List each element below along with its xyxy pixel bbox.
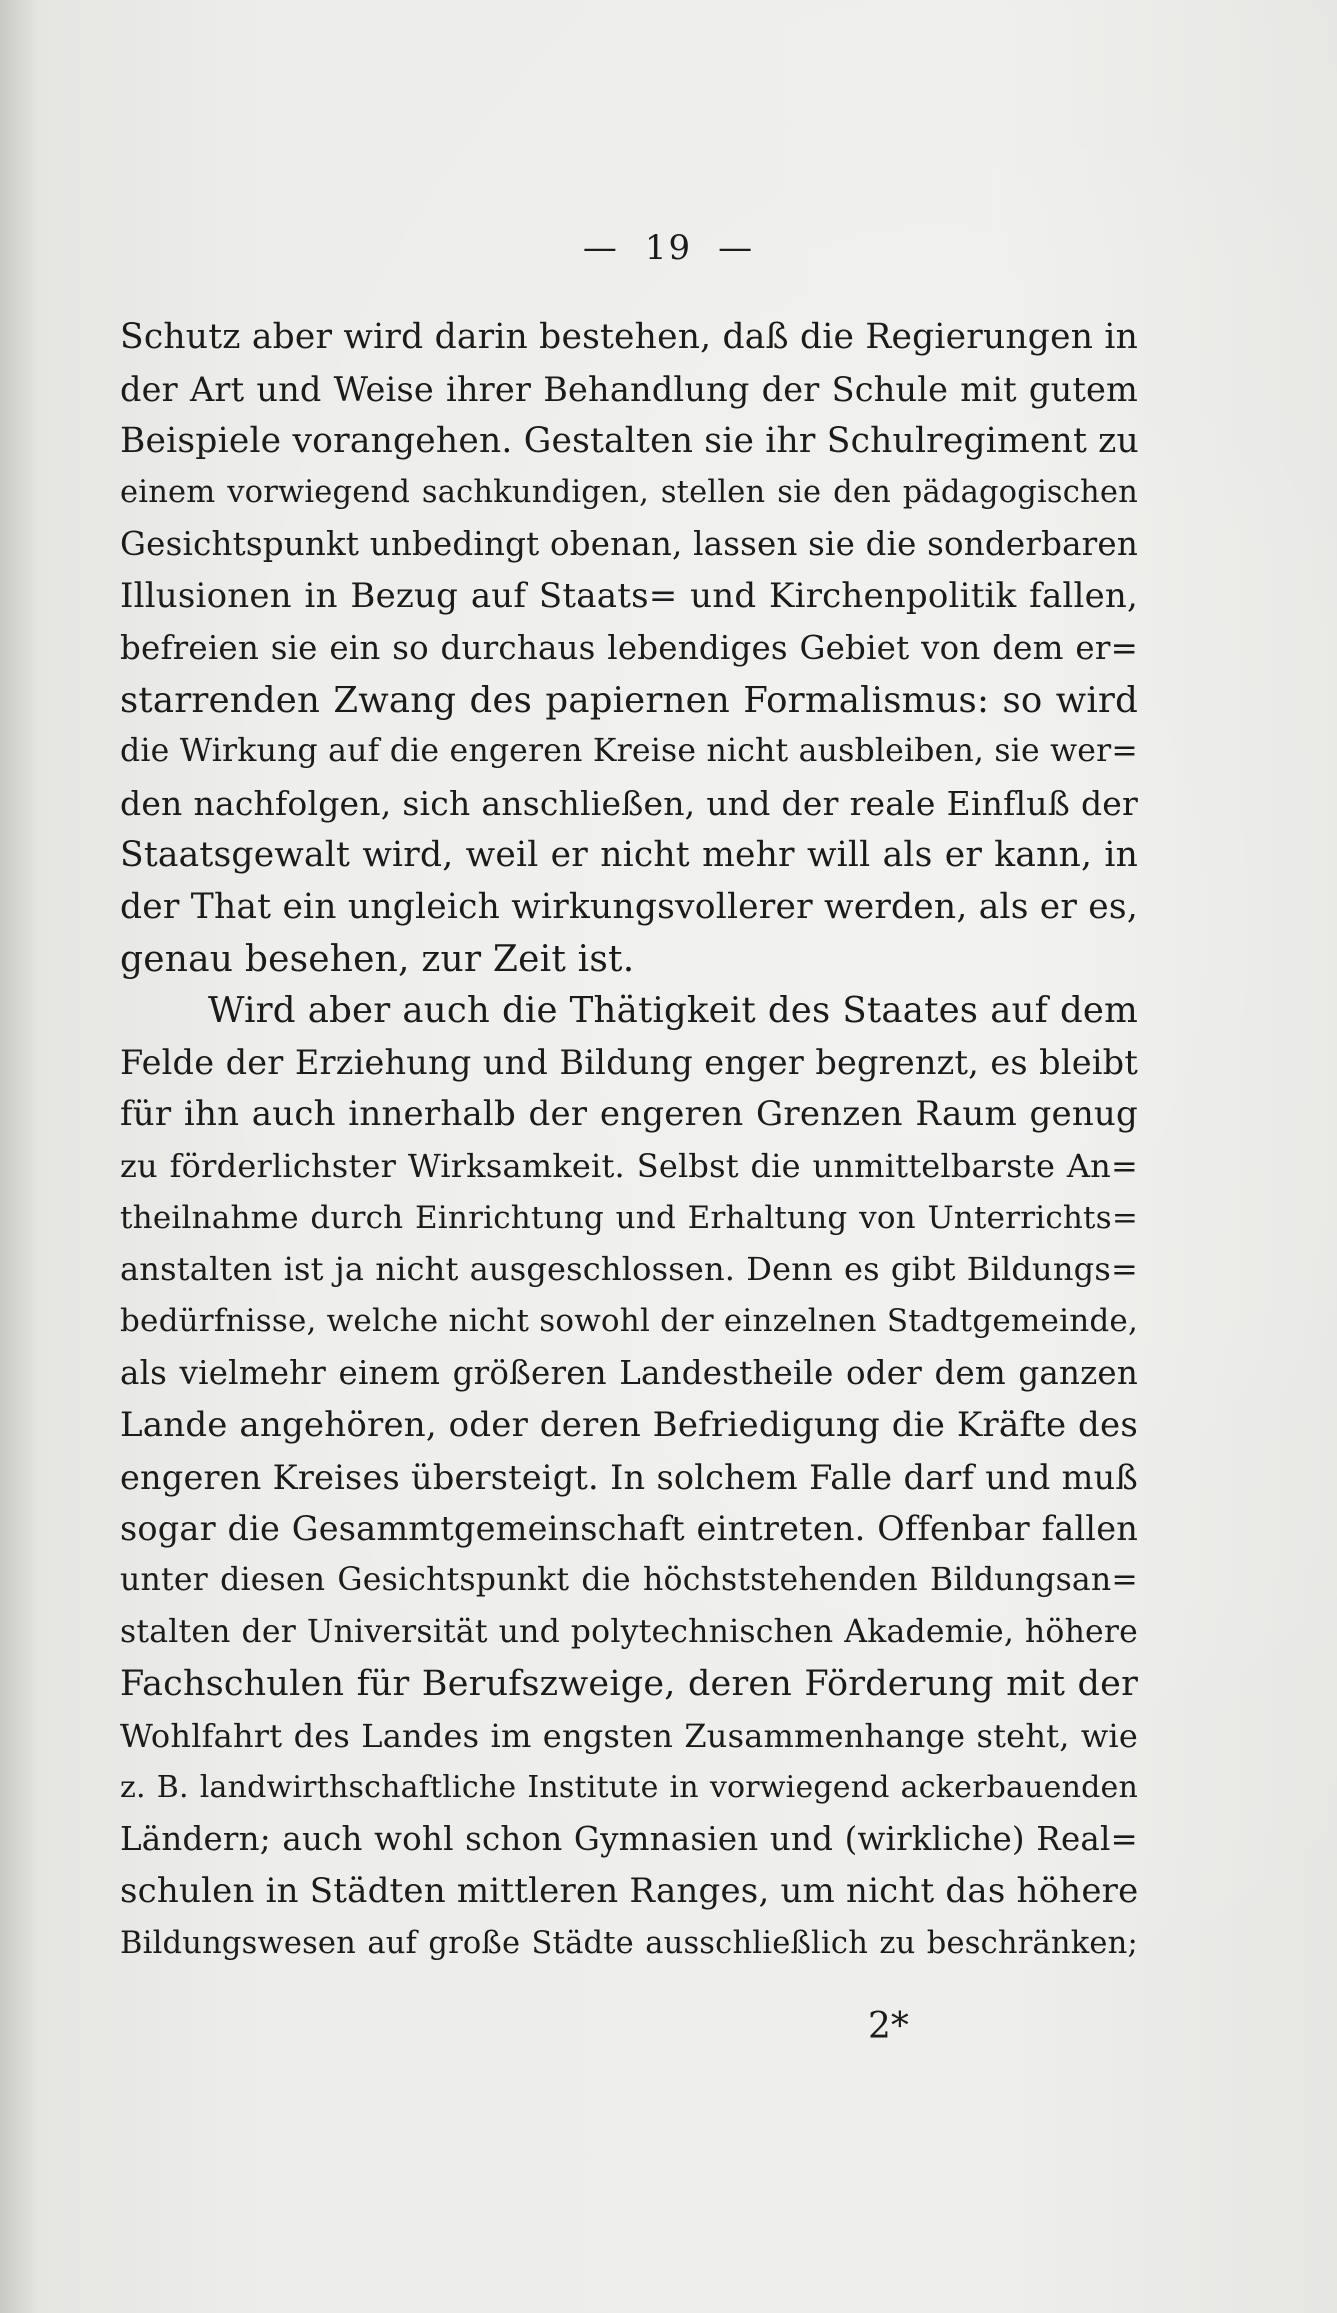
paragraph-1: [120, 312, 1138, 985]
text-line: der That ein ungleich wirkungsvollerer werden, als er es,: [120, 886, 1138, 927]
text-line: z. B. landwirthschaftliche Institute in vorwiegend ackerbauenden: [120, 1770, 1138, 1806]
text-line: Wohlfahrt des Landes im engsten Zusammenhange steht, wie: [120, 1716, 1138, 1755]
text-line: anstalten ist ja nicht ausgeschlossen. Denn es gibt Bildungs=: [120, 1250, 1138, 1289]
text-line: als vielmehr einem größeren Landestheile oder dem ganzen: [120, 1353, 1138, 1392]
text-line: theilnahme durch Einrichtung und Erhaltung von Unterrichts=: [120, 1199, 1138, 1236]
text-line: Ländern; auch wohl schon Gymnasien und (wirkliche) Real=: [120, 1820, 1138, 1859]
page-gutter-shadow: [0, 0, 40, 2313]
header-right-dash: —: [718, 228, 755, 268]
text-line: Bildungswesen auf große Städte ausschließlich zu beschränken;: [120, 1925, 1138, 1961]
text-line: genau besehen, zur Zeit ist.: [120, 938, 635, 980]
text-line: sogar die Gesammtgemeinschaft eintreten. Offenbar fallen: [120, 1509, 1138, 1549]
text-line: stalten der Universität und polytechnischen Akademie, höhere: [120, 1613, 1138, 1650]
text-line: Schutz aber wird darin bestehen, daß die Regierungen in: [120, 317, 1138, 357]
text-line: Wird aber auch die Thätigkeit des Staates auf dem: [208, 990, 1138, 1032]
text-line: starrenden Zwang des papiernen Formalismus: so wird: [120, 679, 1138, 721]
body-text: [120, 312, 1138, 1970]
paragraph-2: [120, 985, 1138, 1969]
text-line: Gesichtspunkt unbedingt obenan, lassen sie die sonderbaren: [120, 525, 1138, 564]
text-line: befreien sie ein so durchaus lebendiges Gebiet von dem er=: [120, 628, 1138, 667]
text-line: schulen in Städten mittleren Ranges, um nicht das höhere: [120, 1870, 1139, 1911]
header-left-dash: —: [582, 228, 619, 268]
signature-mark: 2*: [868, 2006, 909, 2047]
text-line: den nachfolgen, sich anschließen, und der reale Einfluß der: [120, 784, 1138, 824]
text-line: einem vorwiegend sachkundigen, stellen sie den pädagogischen: [120, 475, 1138, 511]
text-line: Illusionen in Bezug auf Staats= und Kirchenpolitik fallen,: [120, 575, 1138, 616]
page-header: [0, 228, 1337, 268]
text-line: der Art und Weise ihrer Behandlung der Schule mit gutem: [120, 369, 1138, 409]
text-line: engeren Kreises übersteigt. In solchem Falle darf und muß: [120, 1457, 1138, 1497]
text-line: für ihn auch innerhalb der engeren Grenzen Raum genug: [120, 1093, 1138, 1134]
text-line: zu förderlichster Wirksamkeit. Selbst die unmittelbarste An=: [120, 1146, 1138, 1185]
text-line: die Wirkung auf die engeren Kreise nicht ausbleiben, sie wer=: [120, 733, 1138, 770]
page-number: 19: [644, 228, 693, 268]
text-line: Felde der Erziehung und Bildung enger begrenzt, es bleibt: [120, 1043, 1138, 1083]
text-line: bedürfnisse, welche nicht sowohl der einzelnen Stadtgemeinde,: [120, 1303, 1138, 1340]
text-line: Lande angehören, oder deren Befriedigung die Kräfte des: [120, 1404, 1138, 1445]
text-line: unter diesen Gesichtspunkt die höchststehenden Bildungsan=: [120, 1562, 1138, 1599]
text-line: Staatsgewalt wird, weil er nicht mehr will als er kann, in: [120, 834, 1138, 875]
text-line: Beispiele vorangehen. Gestalten sie ihr Schulregiment zu: [120, 420, 1139, 461]
text-line: Fachschulen für Berufszweige, deren Förderung mit der: [120, 1663, 1138, 1704]
